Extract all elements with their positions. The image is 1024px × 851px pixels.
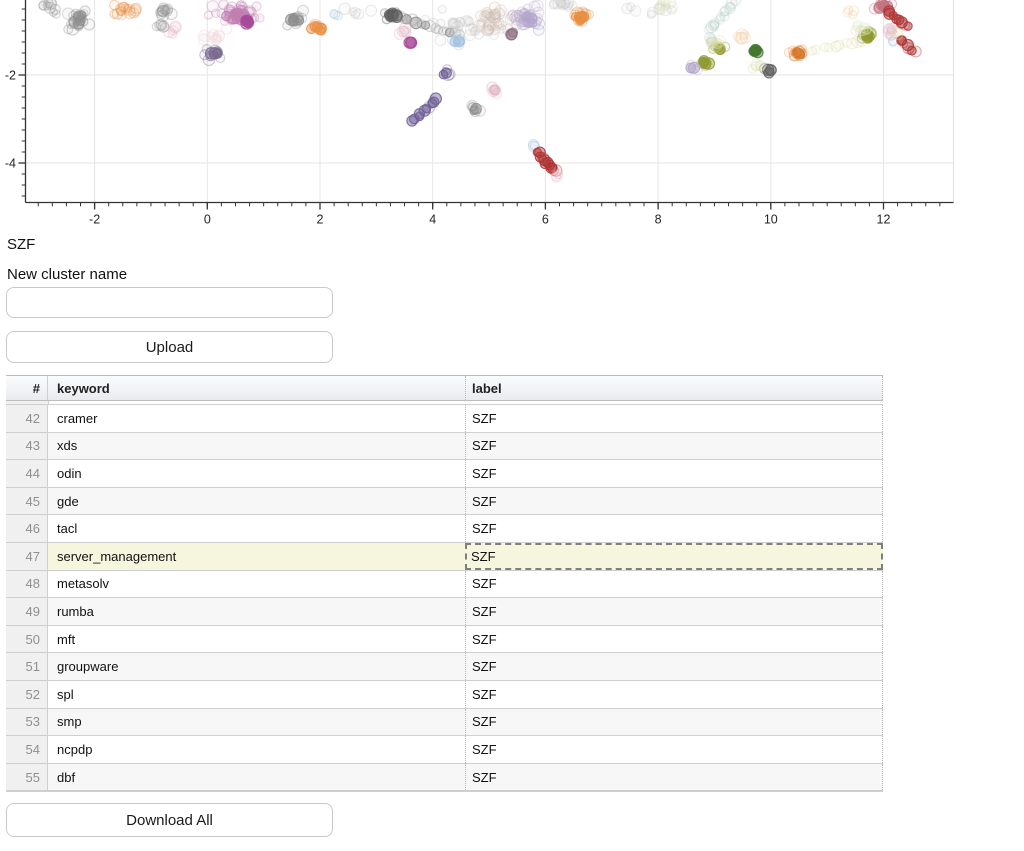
keyword-cell[interactable]: dbf [48, 764, 465, 791]
keyword-cell[interactable]: tacl [57, 521, 78, 537]
row-number-cell: 45 [6, 488, 48, 515]
label-cell[interactable]: SZF [465, 598, 883, 625]
keyword-cell[interactable]: cramer [57, 410, 98, 426]
table-header [6, 375, 883, 401]
label-cell[interactable]: SZF [465, 653, 883, 680]
new-cluster-name-label: New cluster name [7, 266, 128, 283]
keyword-cell[interactable]: ncpdp [57, 741, 93, 757]
label-cell[interactable]: SZF [465, 543, 883, 570]
svg-text:-2: -2 [4, 68, 16, 83]
label-cell[interactable]: SZF [465, 571, 883, 598]
table-row[interactable] [6, 571, 883, 599]
table-row[interactable] [6, 488, 883, 516]
table-row[interactable] [6, 764, 883, 792]
svg-text:6: 6 [541, 212, 549, 227]
upload-button[interactable]: Upload [6, 331, 333, 363]
keyword-cell[interactable]: smp [48, 709, 465, 736]
keyword-cell[interactable]: mft [57, 631, 76, 647]
row-number-cell: 55 [6, 764, 48, 791]
keyword-cell[interactable]: server_management [48, 543, 465, 570]
row-number-cell: 49 [6, 598, 48, 625]
svg-text:-2: -2 [89, 212, 101, 227]
row-number-cell: 54 [6, 736, 48, 763]
label-cell[interactable]: SZF [465, 626, 883, 653]
row-number-cell: 47 [6, 543, 48, 570]
table-body [6, 401, 883, 792]
label-cell[interactable]: SZF [465, 709, 883, 736]
keyword-cell[interactable]: groupware [48, 653, 465, 680]
new-cluster-name-input[interactable] [6, 287, 333, 318]
table-row[interactable] [6, 433, 883, 461]
label-cell[interactable]: SZF [465, 736, 883, 763]
label-cell[interactable]: SZF [465, 405, 883, 432]
label-cell[interactable]: SZF [465, 460, 883, 487]
row-number-cell: 52 [6, 681, 48, 708]
keyword-cell[interactable]: rumba [48, 598, 465, 625]
row-number-cell: 44 [6, 460, 48, 487]
header-keyword-column[interactable]: keyword [57, 380, 110, 396]
svg-text:0: 0 [203, 212, 211, 227]
keyword-cell[interactable]: xds [48, 433, 465, 460]
svg-text:2: 2 [316, 212, 324, 227]
table-row[interactable] [6, 736, 883, 764]
selected-cluster-label: SZF [7, 236, 36, 253]
table-row[interactable] [6, 515, 883, 543]
table-row[interactable] [6, 405, 883, 433]
table-row[interactable] [6, 626, 883, 654]
keyword-cell[interactable]: metasolv [57, 576, 110, 592]
table-row[interactable] [6, 543, 883, 571]
table-row[interactable] [6, 653, 883, 681]
label-cell[interactable]: SZF [465, 764, 883, 791]
keyword-cell[interactable]: spl [57, 686, 74, 702]
plot-points [39, 0, 921, 182]
table-row[interactable] [6, 709, 883, 737]
keyword-table [6, 375, 883, 792]
table-row[interactable] [6, 598, 883, 626]
row-number-cell: 42 [6, 405, 48, 432]
svg-text:8: 8 [654, 212, 662, 227]
svg-text:-4: -4 [4, 156, 16, 171]
table-row[interactable] [6, 681, 883, 709]
row-number-cell: 53 [6, 709, 48, 736]
svg-text:4: 4 [429, 212, 437, 227]
row-number-cell: 48 [6, 571, 48, 598]
keyword-cell[interactable]: odin [57, 465, 82, 481]
table-row[interactable] [6, 460, 883, 488]
keyword-cell[interactable]: gde [48, 488, 465, 515]
label-cell[interactable]: SZF [465, 488, 883, 515]
label-cell[interactable]: SZF [465, 681, 883, 708]
header-number-column[interactable]: # [6, 376, 48, 400]
row-number-cell: 46 [6, 515, 48, 542]
download-all-button[interactable]: Download All [6, 803, 333, 837]
cluster-scatter-plot[interactable] [0, 0, 1024, 230]
row-number-cell: 51 [6, 653, 48, 680]
row-number-cell: 43 [6, 433, 48, 460]
header-label-column[interactable]: label [465, 376, 883, 400]
row-number-cell: 50 [6, 626, 48, 653]
svg-text:12: 12 [876, 212, 891, 227]
label-cell[interactable]: SZF [465, 515, 883, 542]
label-cell[interactable]: SZF [465, 433, 883, 460]
svg-text:10: 10 [763, 212, 778, 227]
